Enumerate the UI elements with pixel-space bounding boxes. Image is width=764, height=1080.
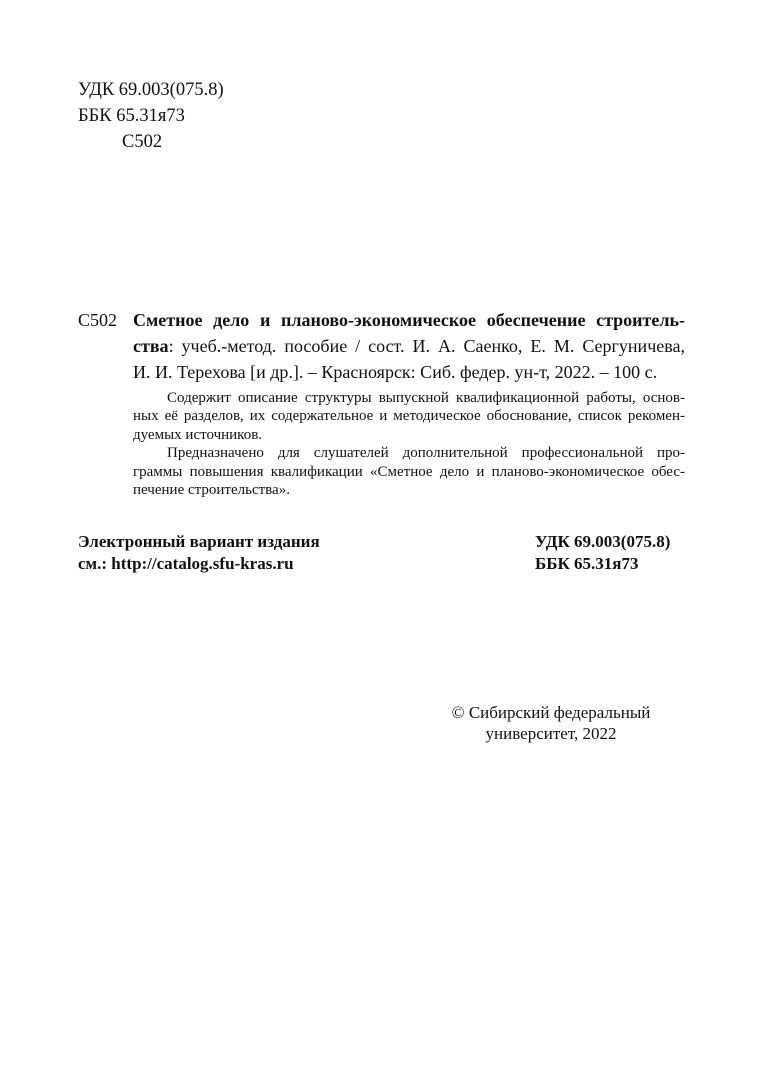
entry-title-end: ства [133, 336, 169, 356]
entry-text [133, 307, 685, 385]
annotation-p1-line-1: Содержит описание структуры выпускной квалификационной работы, основ- [167, 390, 685, 406]
udc-number-repeat: УДК 69.003(075.8) [535, 532, 671, 551]
copyright-line-1: © Сибирский федеральный [451, 703, 651, 722]
entry-line-2 [133, 333, 685, 359]
electronic-edition-link: см.: http://catalog.sfu-kras.ru [78, 553, 294, 573]
bbk-number-repeat: ББК 65.31я73 [535, 553, 639, 573]
electronic-edition-title: Электронный вариант издания [78, 532, 320, 551]
annotation [133, 389, 685, 499]
udc-number: УДК 69.003(075.8) [78, 80, 224, 100]
bibliographic-entry [78, 307, 685, 385]
classification-block [78, 77, 224, 155]
classification-repeat-block [535, 531, 670, 574]
bbk-number: ББК 65.31я73 [78, 106, 185, 126]
electronic-edition-note [78, 531, 320, 574]
annotation-p2-line-2: граммы повышения квалификации «Сметное дело и планово-экономическое обес- [133, 463, 685, 480]
annotation-p2-line-3: печение строительства». [133, 482, 290, 499]
annotation-p2-line-1: Предназначено для слушателей дополнительной профессиональной про- [167, 445, 685, 462]
entry-line-1: Сметное дело и планово-экономическое обеспечение строитель- [133, 310, 685, 330]
copyright-line-2: университет, 2022 [485, 724, 617, 743]
entry-line-3: И. И. Терехова [и др.]. – Красноярск: Сиб. федер. ун-т, 2022. – 100 с. [133, 362, 658, 382]
entry-line-2-rest: : учеб.-метод. пособие / сост. И. А. Саенко, Е. М. Сергуничева, [168, 336, 685, 356]
author-sign: С502 [122, 132, 163, 152]
entry-author-sign: С502 [78, 310, 118, 330]
copyright-notice [430, 702, 672, 744]
annotation-p1-line-2: ных её разделов, их содержательное и методическое обоснование, список рекомен- [133, 408, 685, 425]
annotation-p1-line-3: дуемых источников. [133, 426, 263, 443]
